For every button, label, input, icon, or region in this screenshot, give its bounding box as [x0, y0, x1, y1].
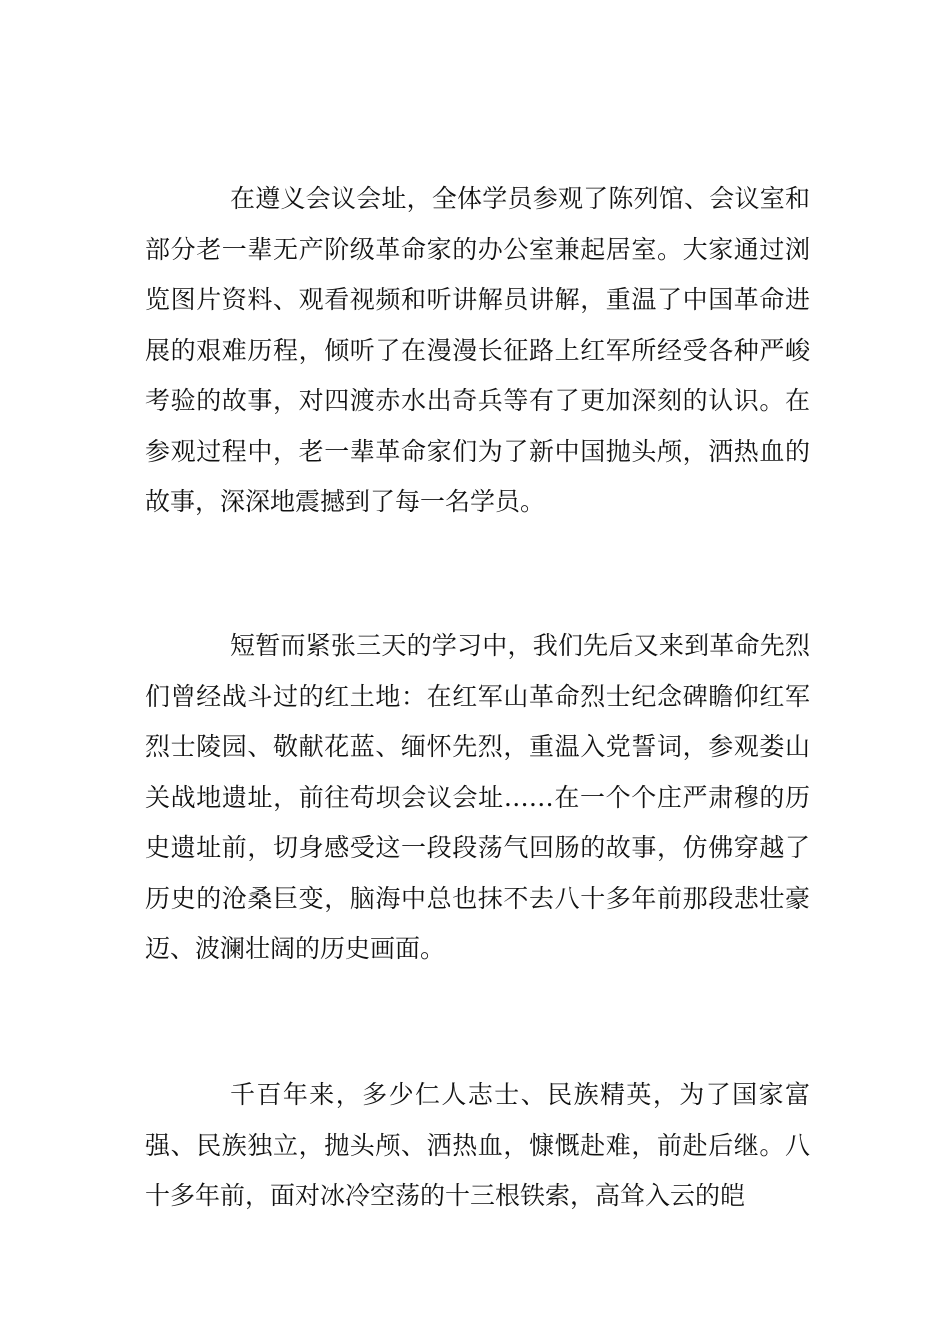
paragraph: 千百年来，多少仁人志士、民族精英，为了国家富强、民族独立，抛头颅、洒热血，慷慨赴难，前赴后继。八十多年前，面对冰冷空荡的十三根铁索，高耸入云的皑 — [145, 1080, 810, 1210]
paragraph: 在遵义会议会址，全体学员参观了陈列馆、会议室和部分老一辈无产阶级革命家的办公室兼起居室。大家通过浏览图片资料、观看视频和听讲解员讲解，重温了中国革命进展的艰难历程，倾听了在漫漫长征路上红军所经受各种严峻考验的故事，对四渡赤水出奇兵等有了更加深刻的认识。在参观过程中，老一辈革命家们为了新中国抛头颅，洒热血的故事，深深地震撼到了每一名学员。 — [145, 184, 810, 516]
paragraph: 短暂而紧张三天的学习中，我们先后又来到革命先烈们曾经战斗过的红土地：在红军山革命烈士纪念碑瞻仰红军烈士陵园、敬献花蓝、缅怀先烈，重温入党誓词，参观娄山关战地遗址，前往苟坝会议会址……在一个个庄严肃穆的历史遗址前，切身感受这一段段荡气回肠的故事，仿佛穿越了历史的沧桑巨变，脑海中总也抹不去八十多年前那段悲壮豪迈、波澜壮阔的历史画面。 — [145, 631, 810, 963]
